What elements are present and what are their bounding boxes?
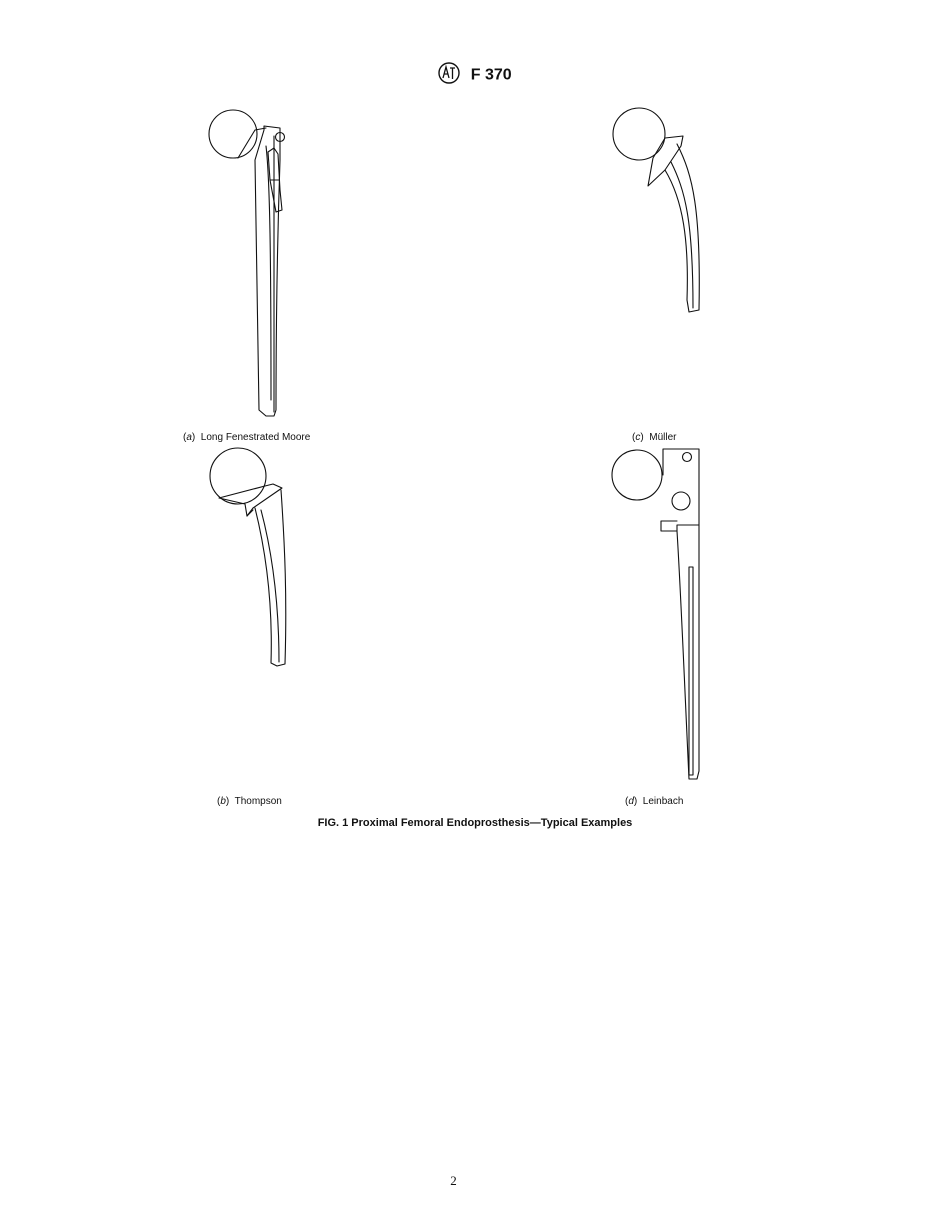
figure-a-letter: a (186, 432, 192, 443)
figure-d-letter: d (628, 796, 634, 807)
standard-number: F 370 (470, 66, 512, 84)
figure-b-drawing (205, 448, 315, 673)
figure-b-caption: (b) Thompson (217, 796, 282, 807)
page-number: 2 (450, 1173, 457, 1188)
figure-c-drawing (605, 100, 715, 315)
figure-d-name: Leinbach (642, 796, 684, 807)
figure-d-caption: (d) Leinbach (625, 796, 684, 807)
figure-a-caption: (a) Long Fenestrated Moore (183, 432, 311, 443)
figure-d-drawing (605, 445, 715, 785)
figure-b-letter: b (220, 796, 226, 807)
figure-a-name: Long Fenestrated Moore (200, 432, 311, 443)
figure-c-letter: c (635, 432, 641, 443)
document-header (0, 62, 950, 89)
astm-logo-icon (438, 62, 460, 89)
figure-c-caption: (c) Müller (632, 432, 677, 443)
figure-b-name: Thompson (234, 796, 282, 807)
figure-a-drawing (200, 100, 310, 420)
figure-caption: FIG. 1 Proximal Femoral Endoprosthesis—Typical Examples (317, 817, 633, 829)
figure-c-name: Müller (649, 432, 677, 443)
